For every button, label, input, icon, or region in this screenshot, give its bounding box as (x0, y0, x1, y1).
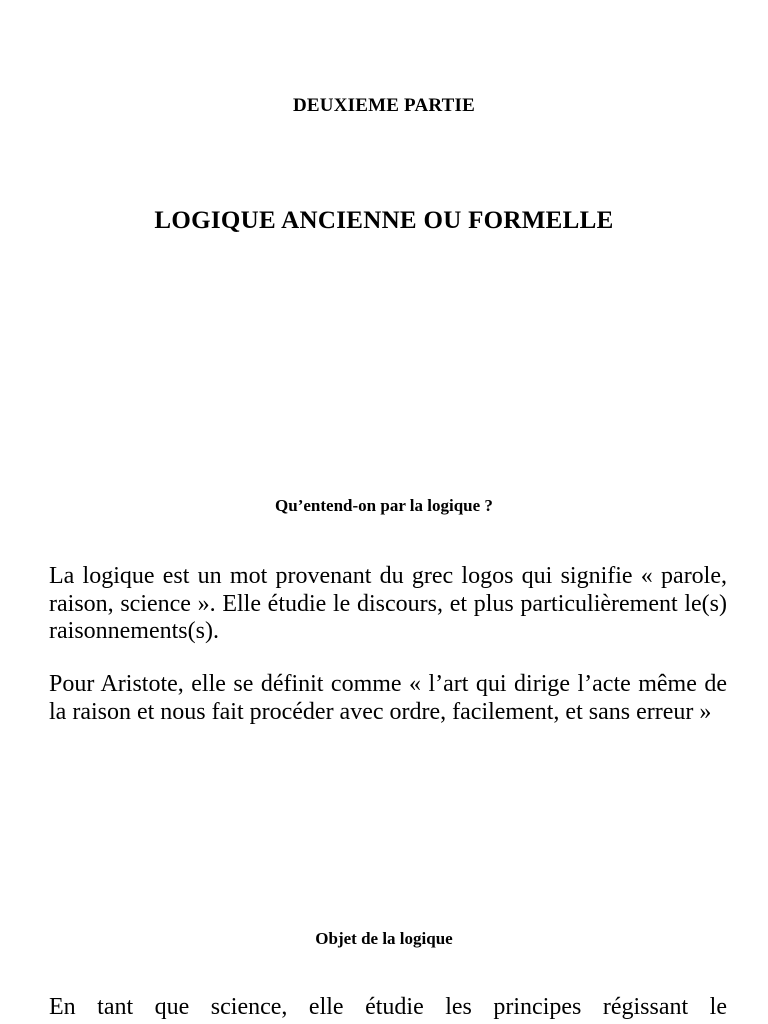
paragraph: Pour Aristote, elle se définit comme « l’art qui dirige l’acte même de la raison et nous fait procéder avec ordre, facilement, et sans erreur » (49, 671, 727, 725)
part-heading: DEUXIEME PARTIE (293, 95, 475, 116)
section-heading: Objet de la logique (315, 929, 453, 948)
paragraph: En tant que science, elle étudie les principes régissant le (49, 994, 727, 1020)
section-heading: Qu’entend-on par la logique ? (275, 496, 493, 515)
document-title: LOGIQUE ANCIENNE OU FORMELLE (154, 207, 614, 234)
paragraph: La logique est un mot provenant du grec logos qui signifie « parole, raison, science ». Elle étudie le discours, et plus particulièrement le(s) raisonnements(s). (49, 563, 727, 644)
